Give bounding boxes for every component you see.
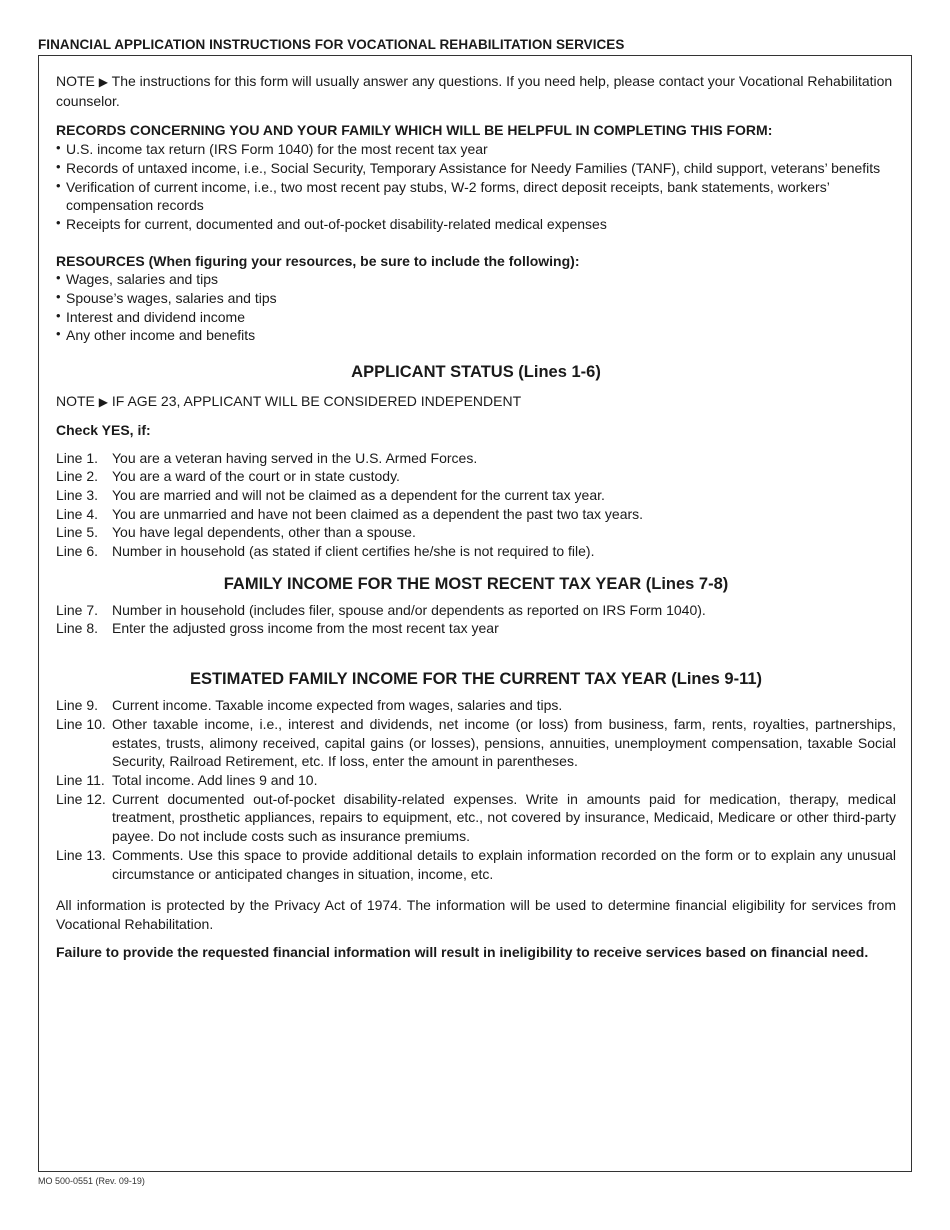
line-item: [56, 790, 896, 846]
check-yes-label: Check YES, if:: [56, 421, 151, 438]
line-text: You are married and will not be claimed as a dependent for the current tax year.: [112, 486, 605, 503]
intro-note: [56, 72, 896, 110]
age-note: [56, 392, 896, 412]
line-item: [56, 467, 896, 486]
line-text: Enter the adjusted gross income from the most recent tax year: [112, 620, 499, 637]
line-item: [56, 523, 896, 542]
line-item: [56, 771, 896, 790]
list-item: • Verification of current income, i.e., two most recent pay stubs, W-2 forms, direct deposit receipts, bank statements, workers’ compensation records: [56, 178, 896, 215]
line-item: [56, 696, 896, 715]
instructions-content: [56, 55, 896, 961]
line-item: [56, 486, 896, 505]
line-number: Line 4.: [56, 505, 99, 522]
applicant-status-lines: [56, 449, 896, 561]
family-income-lines: [56, 601, 896, 638]
list-item: • U.S. income tax return (IRS Form 1040) for the most recent tax year: [56, 140, 896, 159]
line-number: Line 7.: [56, 601, 99, 618]
line-number: Line 3.: [56, 486, 99, 503]
list-item: • Interest and dividend income: [56, 308, 896, 327]
line-text: Other taxable income, i.e., interest and dividends, net income (or loss) from business, farm, rents, royalties, partnerships, estates, trusts, alimony received, capital gains (or losses), pensions, annuities, unemployment compensation, taxable Social Security, Railroad Retirement, etc. If loss, enter the amount in parentheses.: [112, 715, 896, 770]
resources-heading: RESOURCES (When figuring your resources, be sure to include the following):: [56, 252, 580, 269]
line-number: Line 10.: [56, 715, 106, 732]
line-text: Current income. Taxable income expected from wages, salaries and tips.: [112, 697, 563, 714]
note-label: NOTE: [56, 393, 95, 410]
play-arrow-icon: ▶: [98, 395, 109, 410]
line-number: Line 9.: [56, 697, 99, 714]
list-item: • Receipts for current, documented and out-of-pocket disability-related medical expenses: [56, 215, 896, 234]
note-text: The instructions for this form will usually answer any questions. If you need help, please contact your Vocational Rehabilitation counselor.: [56, 73, 893, 109]
line-number: Line 11.: [56, 771, 105, 788]
line-text: Total income. Add lines 9 and 10.: [112, 771, 318, 788]
line-text: You have legal dependents, other than a spouse.: [112, 524, 416, 541]
line-number: Line 12.: [56, 790, 106, 807]
privacy-statement: All information is protected by the Privacy Act of 1974. The information will be used to determine financial eligibility for services from Vocational Rehabilitation.: [56, 897, 896, 932]
page-title: FINANCIAL APPLICATION INSTRUCTIONS FOR VOCATIONAL REHABILITATION SERVICES: [38, 37, 625, 52]
list-item: • Wages, salaries and tips: [56, 270, 896, 289]
line-number: Line 13.: [56, 846, 106, 863]
line-text: You are a ward of the court or in state custody.: [112, 468, 400, 485]
note-text: IF AGE 23, APPLICANT WILL BE CONSIDERED INDEPENDENT: [111, 393, 522, 410]
resources-list: [56, 270, 896, 345]
applicant-status-heading: APPLICANT STATUS (Lines 1-6): [351, 363, 601, 382]
family-income-heading: FAMILY INCOME FOR THE MOST RECENT TAX YEAR (Lines 7-8): [223, 574, 729, 593]
list-item: • Spouse’s wages, salaries and tips: [56, 289, 896, 308]
line-item: [56, 542, 896, 561]
list-item: • Records of untaxed income, i.e., Social Security, Temporary Assistance for Needy Families (TANF), child support, veterans’ benefits: [56, 159, 896, 178]
play-arrow-icon: ▶: [98, 75, 109, 89]
line-number: Line 2.: [56, 468, 99, 485]
line-text: You are unmarried and have not been claimed as a dependent the past two tax years.: [112, 505, 644, 522]
line-text: Comments. Use this space to provide additional details to explain information recorded on the form or to explain any unusual circumstance or anticipated changes in situation, income, etc.: [112, 846, 896, 882]
records-list: [56, 140, 896, 234]
estimated-income-heading: ESTIMATED FAMILY INCOME FOR THE CURRENT TAX YEAR (Lines 9-11): [189, 670, 763, 689]
records-heading: RECORDS CONCERNING YOU AND YOUR FAMILY WHICH WILL BE HELPFUL IN COMPLETING THIS FORM:: [56, 122, 773, 139]
line-item: [56, 505, 896, 524]
line-number: Line 6.: [56, 543, 99, 560]
line-text: Current documented out-of-pocket disability-related expenses. Write in amounts paid for medication, therapy, medical treatment, prosthetic appliances, repairs to equipment, etc., not covered by insurance, Medicaid, Medicare or other third-party payee. Do not include costs such as insurance premiums.: [112, 790, 896, 845]
line-text: You are a veteran having served in the U.S. Armed Forces.: [112, 449, 478, 466]
estimated-income-lines: [56, 696, 896, 883]
line-item: [56, 449, 896, 468]
line-item: [56, 619, 896, 638]
line-item: [56, 601, 896, 620]
line-number: Line 1.: [56, 449, 99, 466]
line-number: Line 5.: [56, 524, 99, 541]
line-text: Number in household (includes filer, spouse and/or dependents as reported on IRS Form 1040).: [112, 601, 706, 618]
note-label: NOTE: [56, 73, 95, 89]
list-item: • Any other income and benefits: [56, 326, 896, 345]
line-item: [56, 715, 896, 771]
line-number: Line 8.: [56, 620, 99, 637]
line-item: [56, 846, 896, 883]
line-text: Number in household (as stated if client certifies he/she is not required to file).: [112, 543, 595, 560]
failure-warning: Failure to provide the requested financial information will result in ineligibility to receive services based on financial need.: [56, 943, 869, 960]
form-number: MO 500-0551 (Rev. 09-19): [38, 1176, 145, 1186]
